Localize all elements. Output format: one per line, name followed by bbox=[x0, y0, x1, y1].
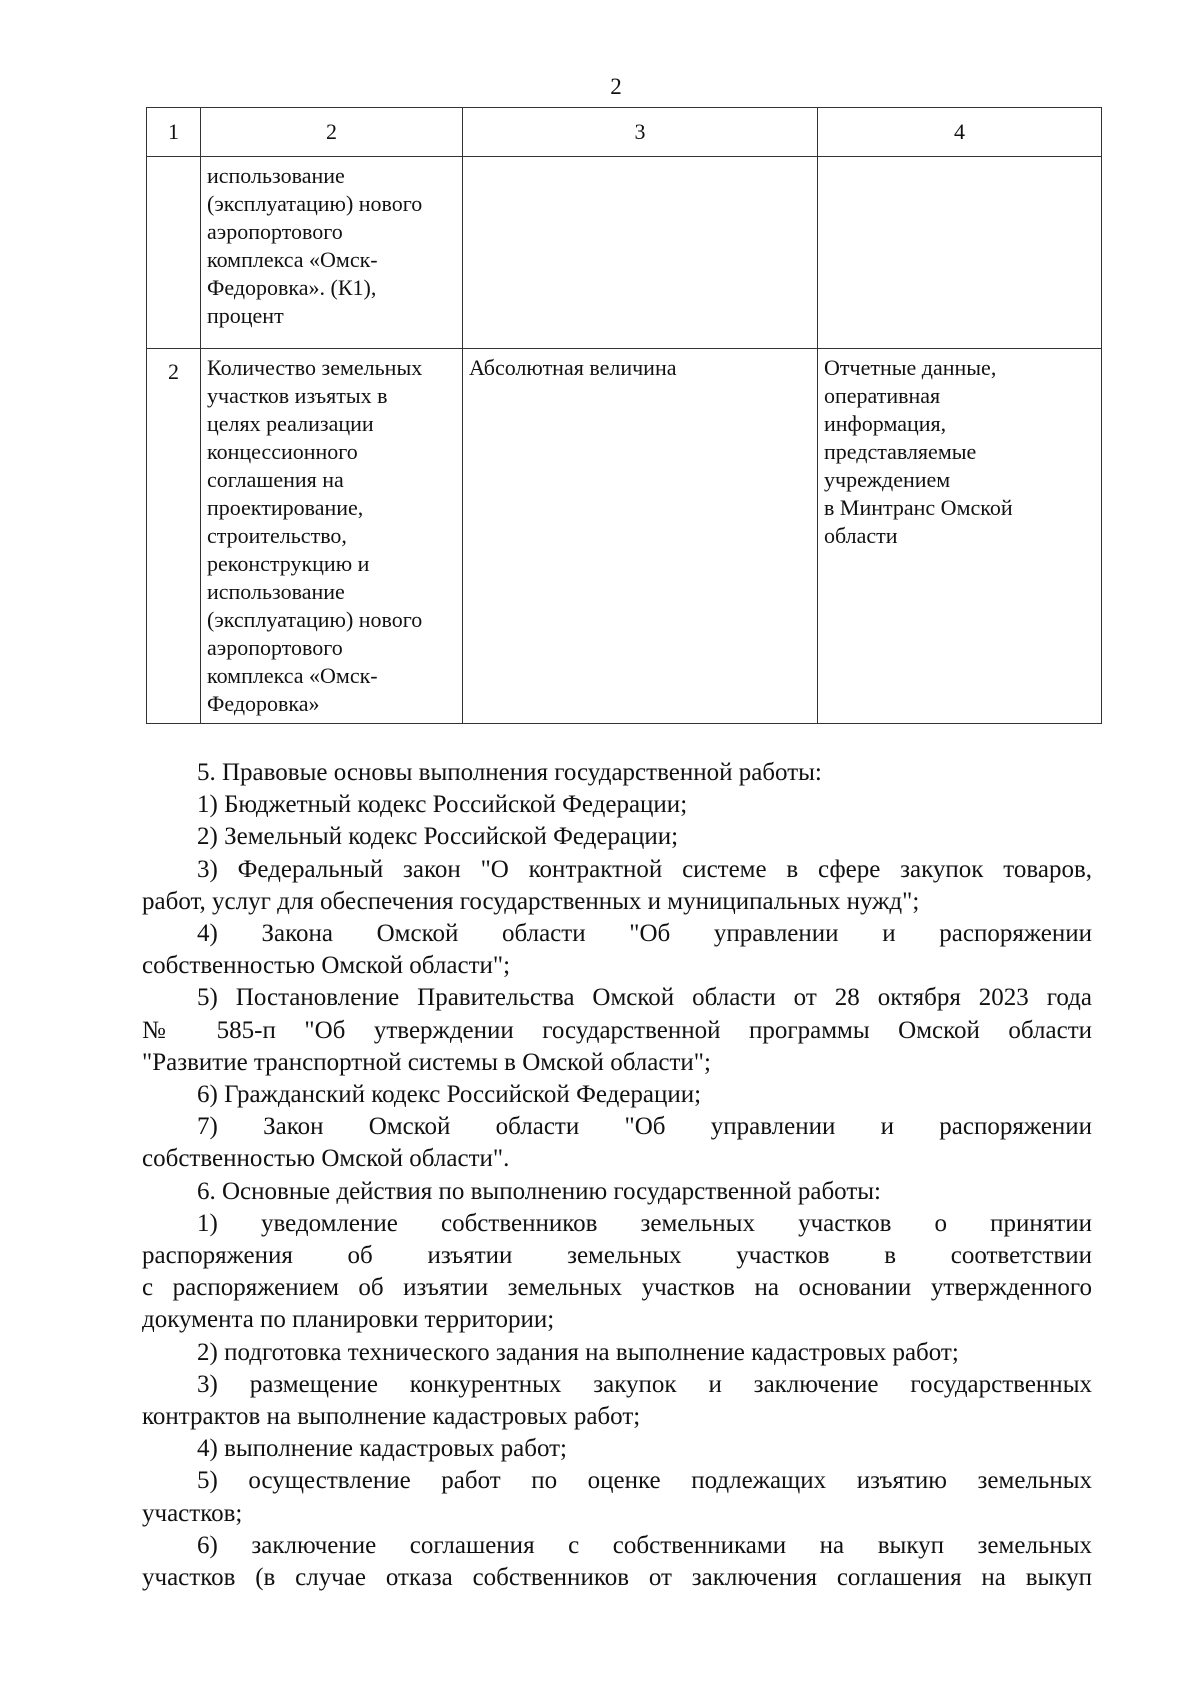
text-line: документа по планировки территории; bbox=[142, 1306, 555, 1334]
section-6-item-2: 2) подготовка технического задания на выполнение кадастровых работ; bbox=[197, 1338, 959, 1366]
text-line: собственностью Омской области". bbox=[142, 1145, 510, 1173]
indicator-name bbox=[201, 349, 463, 724]
text-line: 3) размещение конкурентных закупок и заключение государственных bbox=[197, 1370, 1092, 1398]
text-line: с распоряжением об изъятии земельных участков на основании утвержденного bbox=[142, 1274, 1092, 1302]
section-5-item-7 bbox=[142, 1111, 1092, 1175]
text-line: представляемые bbox=[824, 439, 977, 464]
table-header-row bbox=[147, 108, 1102, 157]
section-5-item-5 bbox=[142, 982, 1092, 1079]
text-line: (эксплуатацию) нового bbox=[207, 607, 423, 632]
section-6-item-3 bbox=[142, 1369, 1092, 1433]
section-6-title: 6. Основные действия по выполнению государственной работы: bbox=[197, 1177, 881, 1205]
text-line: целях реализации bbox=[207, 411, 374, 436]
indicators-table bbox=[146, 107, 1102, 724]
section-5-title: 5. Правовые основы выполнения государственной работы: bbox=[197, 759, 822, 786]
section-6-item-6 bbox=[142, 1530, 1092, 1594]
text-line: распоряжения об изъятии земельных участков в соответствии bbox=[142, 1242, 1092, 1270]
text-line: № 585-п "Об утверждении государственной программы Омской области bbox=[142, 1016, 1092, 1044]
section-5-item-4 bbox=[142, 918, 1092, 982]
text-line: 6) заключение соглашения с собственниками на выкуп земельных bbox=[197, 1531, 1092, 1559]
section-6-item-5 bbox=[142, 1465, 1092, 1529]
header-col-1: 1 bbox=[147, 108, 201, 157]
text-line: (эксплуатацию) нового bbox=[207, 191, 423, 216]
text-line: информация, bbox=[824, 411, 947, 436]
data-source bbox=[818, 157, 1102, 349]
text-line: в Минтранс Омской bbox=[824, 495, 1013, 520]
section-6-item-1 bbox=[142, 1208, 1092, 1337]
section-5-item-2: 2) Земельный кодекс Российской Федерации; bbox=[197, 823, 679, 851]
text-line: участков; bbox=[142, 1499, 243, 1527]
text-line: Отчетные данные, bbox=[824, 355, 997, 380]
text-line: области bbox=[824, 523, 898, 548]
calculation-method: Абсолютная величина bbox=[463, 349, 818, 724]
text-line: использование bbox=[207, 579, 345, 604]
text-line: 1) уведомление собственников земельных участков о принятии bbox=[197, 1209, 1092, 1237]
text-line: 4) Закона Омской области "Об управлении и распоряжении bbox=[197, 920, 1092, 948]
text-line: комплекса «Омск- bbox=[207, 663, 378, 688]
calculation-method bbox=[463, 157, 818, 349]
header-col-2: 2 bbox=[201, 108, 463, 157]
text-line: 7) Закон Омской области "Об управлении и распоряжении bbox=[197, 1113, 1092, 1141]
section-5-item-6: 6) Гражданский кодекс Российской Федерации; bbox=[197, 1081, 702, 1109]
text-line: собственностью Омской области"; bbox=[142, 952, 511, 980]
document-body bbox=[142, 757, 1092, 1594]
text-line: соглашения на bbox=[207, 467, 344, 492]
text-line: оперативная bbox=[824, 383, 941, 408]
section-5-item-3 bbox=[142, 854, 1092, 918]
table-row bbox=[147, 349, 1102, 724]
data-source bbox=[818, 349, 1102, 724]
text-line: процент bbox=[207, 303, 284, 328]
text-line: Федоровка» bbox=[207, 691, 320, 716]
text-line: строительство, bbox=[207, 523, 347, 548]
section-6-item-4: 4) выполнение кадастровых работ; bbox=[197, 1435, 567, 1463]
table-row bbox=[147, 157, 1102, 349]
text-line: работ, услуг для обеспечения государственных и муниципальных нужд"; bbox=[142, 887, 920, 915]
row-number: 2 bbox=[147, 349, 201, 724]
text-line: учреждением bbox=[824, 467, 951, 492]
text-line: Федоровка». (К1), bbox=[207, 275, 377, 300]
header-col-3: 3 bbox=[463, 108, 818, 157]
text-line: 3) Федеральный закон "О контрактной системе в сфере закупок товаров, bbox=[197, 855, 1092, 883]
text-line: 5) осуществление работ по оценке подлежащих изъятию земельных bbox=[197, 1467, 1092, 1495]
indicator-name bbox=[201, 157, 463, 349]
text-line: проектирование, bbox=[207, 495, 364, 520]
text-line: концессионного bbox=[207, 439, 358, 464]
text-line: "Развитие транспортной системы в Омской области"; bbox=[142, 1048, 711, 1076]
text-line: использование bbox=[207, 163, 345, 188]
text-line: аэропортового bbox=[207, 219, 343, 244]
text-line: Количество земельных bbox=[207, 355, 423, 380]
section-5-item-1: 1) Бюджетный кодекс Российской Федерации; bbox=[197, 791, 688, 819]
text-line: аэропортового bbox=[207, 635, 343, 660]
header-col-4: 4 bbox=[818, 108, 1102, 157]
text-line: контрактов на выполнение кадастровых работ; bbox=[142, 1403, 641, 1431]
text-line: участков изъятых в bbox=[207, 383, 388, 408]
text-line: 5) Постановление Правительства Омской области от 28 октября 2023 года bbox=[197, 984, 1092, 1012]
row-number bbox=[147, 157, 201, 349]
page-number: 2 bbox=[610, 74, 622, 99]
text-line: комплекса «Омск- bbox=[207, 247, 378, 272]
text-line: участков (в случае отказа собственников от заключения соглашения на выкуп bbox=[142, 1564, 1092, 1592]
text-line: реконструкцию и bbox=[207, 551, 370, 576]
